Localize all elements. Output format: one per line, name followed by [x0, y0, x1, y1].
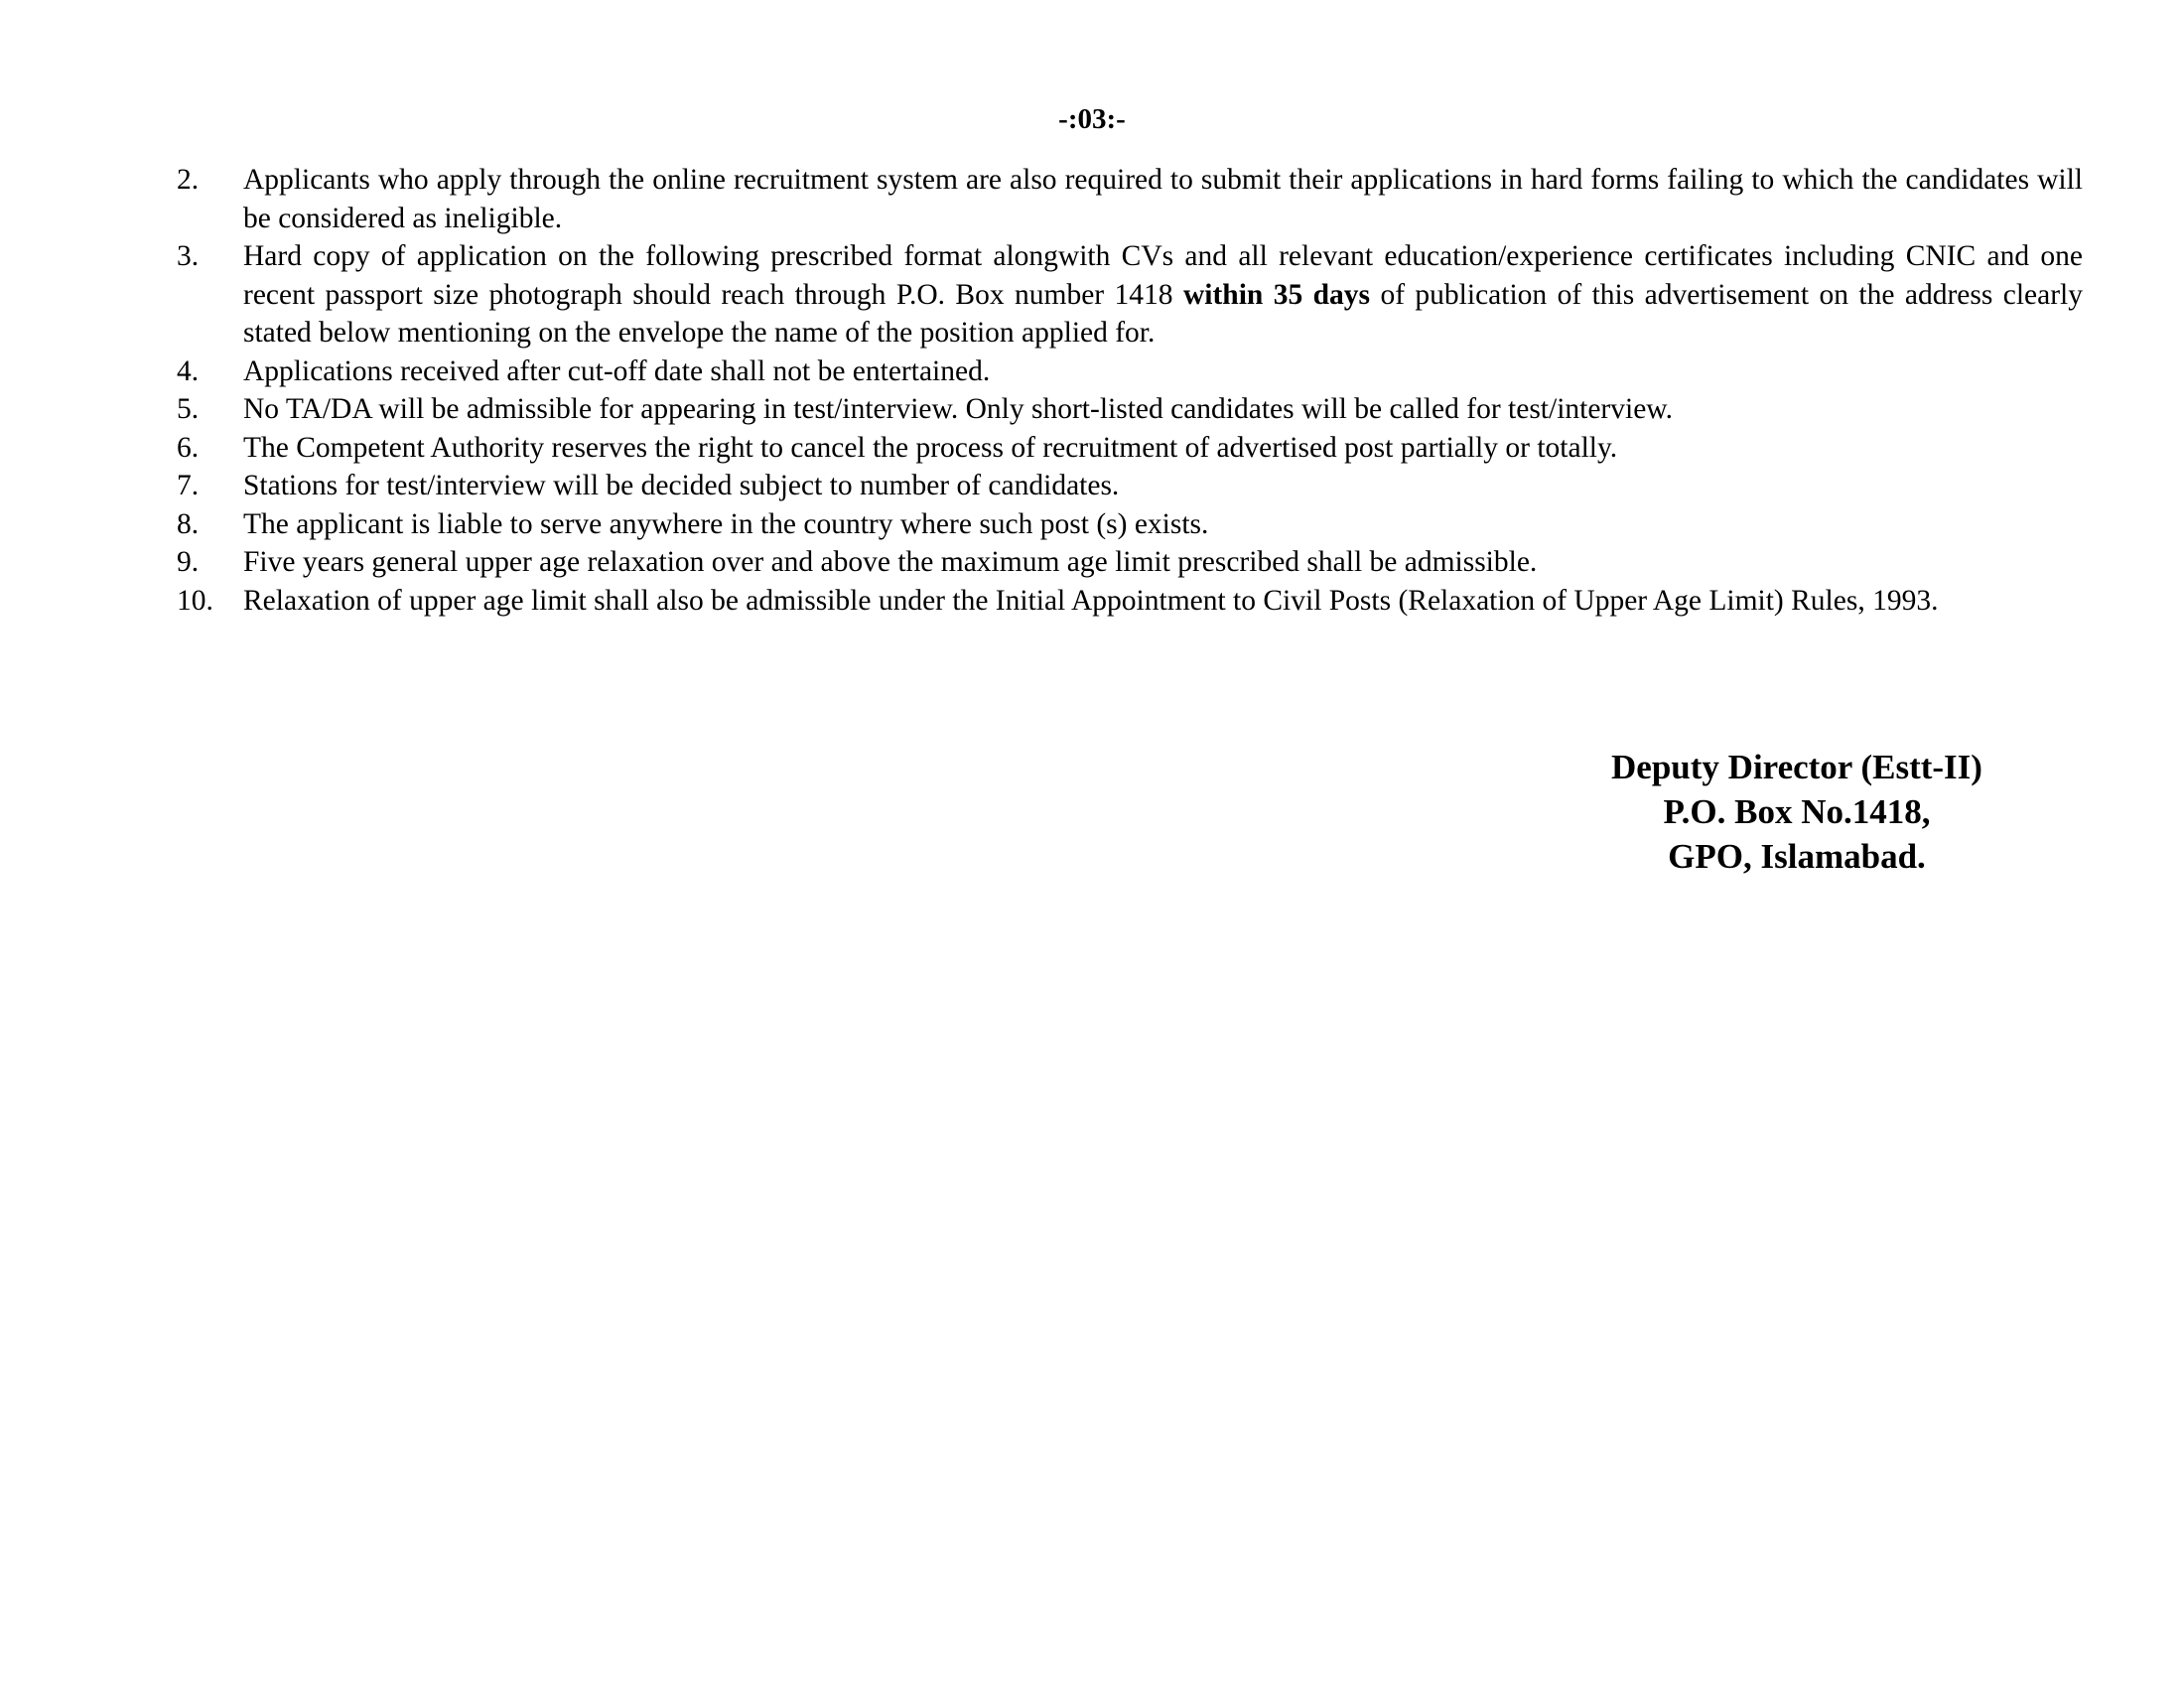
- condition-number: 7.: [177, 470, 200, 501]
- condition-text-part: Hard copy of application on the following prescribed format alongwith CVs and all relevant education/experience certificates including CNIC and one recent passport size photograph should reach through P.O. Box number 1418: [243, 240, 2083, 311]
- condition-text: The Competent Authority reserves the right to cancel the process of recruitment of advertised post partially or totally.: [243, 431, 1618, 464]
- condition-item: [177, 543, 2083, 582]
- condition-text: Stations for test/interview will be decided subject to number of candidates.: [243, 470, 1120, 501]
- condition-text: Applicants who apply through the online recruitment system are also required to submit their applications in hard forms failing to which the candidates will be considered as ineligible.: [243, 164, 2083, 234]
- signature-block: [1549, 745, 2045, 879]
- condition-item: [177, 429, 2083, 468]
- condition-text-part: of publication of this advertisement on the address clearly stated below mentioning on the envelope the name of the position applied for.: [243, 278, 2083, 349]
- signatory-designation: Deputy Director (Estt-II): [1611, 748, 1982, 786]
- condition-item: [177, 390, 2083, 429]
- deadline-emphasis: within 35 days: [1182, 278, 1371, 311]
- condition-text: Five years general upper age relaxation over and above the maximum age limit prescribed shall be admissible.: [243, 546, 1538, 578]
- condition-item: [177, 505, 2083, 544]
- condition-number: 10.: [177, 584, 213, 617]
- condition-text: The applicant is liable to serve anywhere in the country where such post (s) exists.: [243, 507, 1209, 540]
- condition-item: [177, 237, 2083, 352]
- signatory-po-box: P.O. Box No.1418,: [1663, 792, 1931, 831]
- condition-item: [177, 352, 2083, 391]
- condition-number: 9.: [177, 546, 200, 578]
- page-number: -:03:-: [1058, 103, 1126, 135]
- condition-number: 3.: [177, 240, 200, 272]
- condition-text: No TA/DA will be admissible for appearing in test/interview. Only short-listed candidates will be called for test/interview.: [243, 393, 1674, 425]
- condition-number: 2.: [177, 164, 200, 196]
- signatory-location: GPO, Islamabad.: [1668, 837, 1926, 876]
- condition-text: [243, 237, 2083, 352]
- condition-number: 8.: [177, 507, 200, 540]
- condition-text: Relaxation of upper age limit shall also be admissible under the Initial Appointment to Civil Posts (Relaxation of Upper Age Limit) Rules, 1993.: [243, 584, 1939, 617]
- condition-number: 5.: [177, 393, 200, 425]
- condition-text: Applications received after cut-off date shall not be entertained.: [243, 354, 991, 387]
- condition-number: 6.: [177, 431, 200, 464]
- condition-item: [177, 467, 2083, 505]
- condition-number: 4.: [177, 354, 200, 387]
- conditions-list: [177, 161, 2083, 620]
- condition-item: [177, 582, 2083, 621]
- condition-item: [177, 161, 2083, 237]
